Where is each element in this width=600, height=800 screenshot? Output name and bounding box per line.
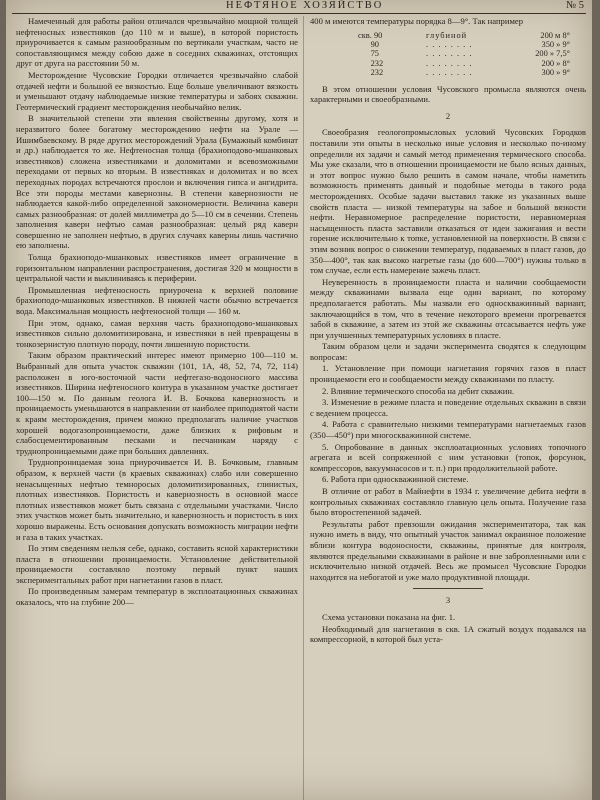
table-cell: 90 [370, 40, 379, 49]
paragraph: В значительной степени эти явления свойственны другому, хотя и неразвитого более богатому месторождению нефти на Урале — Ишимбаевскому. В ряде других месторождений Урала (Бумажный комбинат и др.) наблюдается то же. Нефтеносная толща (брахиоподово-мшанковых известняков) сложена известняками и доломитами и всевозможными переходами от первых ко вторым. В известняках и доломитах и во всех переходных породах встречаются прослои и включения гипса и ангидрита. Все эти породы местами кавернозны. В степени кавернозности не наблюдается какой-либо определенной закономерности. Величина каверн самых разнообразная: от долей миллиметра до 5—10 см в сечении. Степень заполнения каверн нефтью самая разнообразная: целый ряд каверн совершенно не заполнен нефтью, в других случаях каверны лишь частично ею заполнены. [16, 113, 298, 251]
table-row [354, 40, 574, 49]
section-number: 3 [445, 595, 451, 606]
table-row [354, 68, 574, 77]
paragraph: По этим сведениям нельзя себе, однако, составить ясной характеристики пласта в отношении проницаемости. Установление действительной проницаемости составляло поэтому первый пункт наших экспериментальных работ при нагнетании газов в пласт. [16, 543, 298, 585]
paragraph: Месторождение Чусовские Городки отличается чрезвычайно слабой отдачей нефти и большой ее вязкостью. Еще больше увеличивают вязкость и уменьшают отдачу наблюдаемые низкие температуры и забоях скважин. Геотермический градиент месторождения необычайно велик. [16, 69, 298, 112]
table-cell: 350 » 9° [541, 40, 570, 49]
list-item: 5. Опробование в данных эксплоатационных условиях топочного агрегата и всей сопряженной с ним установки (топок, форсунок, компрессоров, вакуумнасосов и т. п.) при продолжительной работе. [310, 441, 586, 473]
table-cell: 232 [370, 68, 384, 78]
paragraph: Своеобразия геологопромысловых условий Чусовских Городков поставили эти опыты в несколько иные условия и несколько по-иному определили их задачи и самый метод применения термического способа. Мы уже сказали, что в отношении проницаемости не было ясных данных, и этот вопрос нужно было решить в самом начале, чтобы наметить возможность применять данный и подобные методы в такого рода месторождениях. Особые задачи выставил также из указанных выше свойств пласта — низкой температуры на забое и большой вязкости нефти. Неравномерное распределение пористости, неравномерная насыщенность пласта заставили отказаться от идеи зажигания и вести горение исключительно к топке, установленной на поверхности. В связи с этим возник вопрос о снижении температур, подаваемых в пласт газов, до 350—400°, так как высоко нагретые газы (до 600—700°) нужны только в том случае, если есть намерение зажечь пласт. [310, 127, 586, 276]
table-cell: 200 м 8° [540, 30, 570, 40]
paragraph: Результаты работ превзошли ожидания экспериментатора, так как нужно иметь в виду, что опытный участок занимал окраинное положение вблизи контура водоносности, скважины, принятые для контроля, являются предельными скважинами в районе и вне забропленными или с исключительно низкой отдачей. Весь же промысел Чусовские Городки находится на небогатой и уже мало продуктивной площади. [310, 518, 586, 582]
paragraph: В отличие от работ в Майнефти в 1934 г. увеличение дебита нефти в контрольных скважинах составляло главную цель опыта. Получение газа было второстепенной задачей. [310, 486, 586, 518]
paragraph: Труднопроницаемая зона приурочивается И. В. Бочковым, главным образом, к верхней части (в краевых скважинах) слабо или совершенно ненасыщенных нефтью темноросых доломитизированных, глинистых, плотных известняков. Пористость и кавернозность в основной массе плотных известняков может быть связана с отдельными участками. Число этих участков может быть значительно, и кавернозность и пористость в них хорошо выражены. Есть основания допускать возможность миграции нефти и газа в таких участках. [16, 457, 298, 542]
table-cell: . . . . . . . . [426, 40, 473, 49]
right-column [310, 16, 586, 796]
column-separator [303, 16, 304, 800]
table-cell: 75 [370, 49, 379, 59]
table-cell: 232 [370, 58, 384, 68]
table-cell: . . . . . . . . [426, 58, 473, 68]
table-cell: скв. 90 [358, 30, 383, 40]
table-cell: . . . . . . . . [426, 68, 473, 78]
left-column [16, 16, 298, 796]
list-item: 4. Работа с сравнительно низкими температурами нагнетаемых газов (350—450°) при многоскважинной системе. [310, 419, 586, 441]
table-cell: 300 » 9° [541, 68, 570, 78]
section-divider [413, 588, 483, 589]
paragraph: Намеченный для работы район отличался чрезвычайно мощной толщей нефтеносных известняков (до 110 м и выше), в которой пористость приурочивается к самым разнообразным по вертикали участкам, часто не сопоставляющимся между собою даже в соседних скважинах, отстоящих друг от друга на расстоянии 50 м. [16, 16, 298, 69]
running-header [6, 0, 592, 14]
table-cell: . . . . . . . . [426, 49, 473, 59]
issue-number: № 5 [566, 0, 584, 11]
paragraph: Промышленная нефтеносность приурочена к верхней половине брахиоподо-мшанковых известняков. В нижней части обычно встречается вода. Максимальная мощность нефтеносной толщи — 160 м. [16, 284, 298, 317]
table-row [354, 31, 574, 40]
paragraph: 400 м имеются температуры порядка 8—9°. Так например [310, 16, 523, 26]
table-row [354, 59, 574, 68]
paragraph: При этом, однако, самая верхняя часть брахиоподово-мшанковых известняков сильно доломитизирована, и известняки в ней превращены в тонкозернистую плотную породу, почти лишенную пористости. [16, 317, 298, 349]
table-cell: 200 » 7,5° [535, 49, 570, 59]
table-row [354, 49, 574, 58]
paragraph: Таким образом цели и задачи эксперимента сводятся к следующим вопросам: [310, 341, 586, 362]
list-item: 1. Установление при помощи нагнетания горячих газов в пласт проницаемости его и сообщаемости между скважинами по пласту. [310, 363, 586, 385]
temperature-table [354, 31, 574, 78]
paragraph: В этом отношении условия Чусовского промысла являются очень характерными и своеобразными. [310, 83, 586, 105]
paragraph: По произведенным замерам температур в эксплоатационных скважинах оказалось, что на глубине 200— [16, 586, 298, 608]
paragraph: Необходимый для нагнетания в скв. 1А сжатый воздух подавался на компрессорной, в которой был уста- [310, 623, 586, 645]
table-cell: глубиной [426, 30, 468, 40]
list-item: 2. Влияние термического способа на дебит скважин. [322, 385, 515, 396]
journal-page [6, 0, 592, 800]
table-cell: 200 » 8° [541, 58, 570, 68]
paragraph: Таким образом практический интерес имеют примерно 100—110 м. Выбранный для опыта участок скважин (101, 1А, 48, 52, 74, 72, 114) расположен в юго-восточной части нефтегазо-водоносного массива известняков. Ширина нефтеносного контура в указанном участке достигает 100—150 м. По данным геолога И. В. Бочкова кавернозность и проницаемость уменьшаются в направлении от наиболее приподнятой части к краям месторождения, причем можно предполагать наличие участков хорошей водогазопроницаемости, даже близких к рифовым и слабосцементированным песками и песчаникам наряду с труднопроницаемыми даже при больших давлениях. [16, 350, 298, 456]
paragraph: Толща брахиоподо-мшанковых известняков имеет ограничение в горизонтальном направлении распространения, достигая 320 м мощности в центральной части и выклиниваясь к периферии. [16, 252, 298, 284]
list-item: 3. Изменение в режиме пласта и поведение отдельных скважин в связи с ведением процесса. [310, 397, 586, 418]
journal-title: НЕФТЯНОЕ ХОЗЯЙСТВО [226, 0, 384, 11]
header-rule [12, 13, 586, 14]
list-item: 6. Работа при односкважинной системе. [322, 474, 469, 485]
paragraph: Схема установки показана на фиг. 1. [322, 611, 456, 622]
paragraph: Неуверенность в проницаемости пласта и наличии сообщаемости между скважинами вызвала еще один вариант, по которому предполагается работать. Мы назвали его односкважинный вариант, заключающийся в том, что в течение некоторого времени прогревается забой в скважине, а затем из этой же скважины отсасывается нефть уже при улучшенных температурных условиях в пласте. [310, 276, 586, 340]
section-number: 2 [445, 110, 451, 121]
